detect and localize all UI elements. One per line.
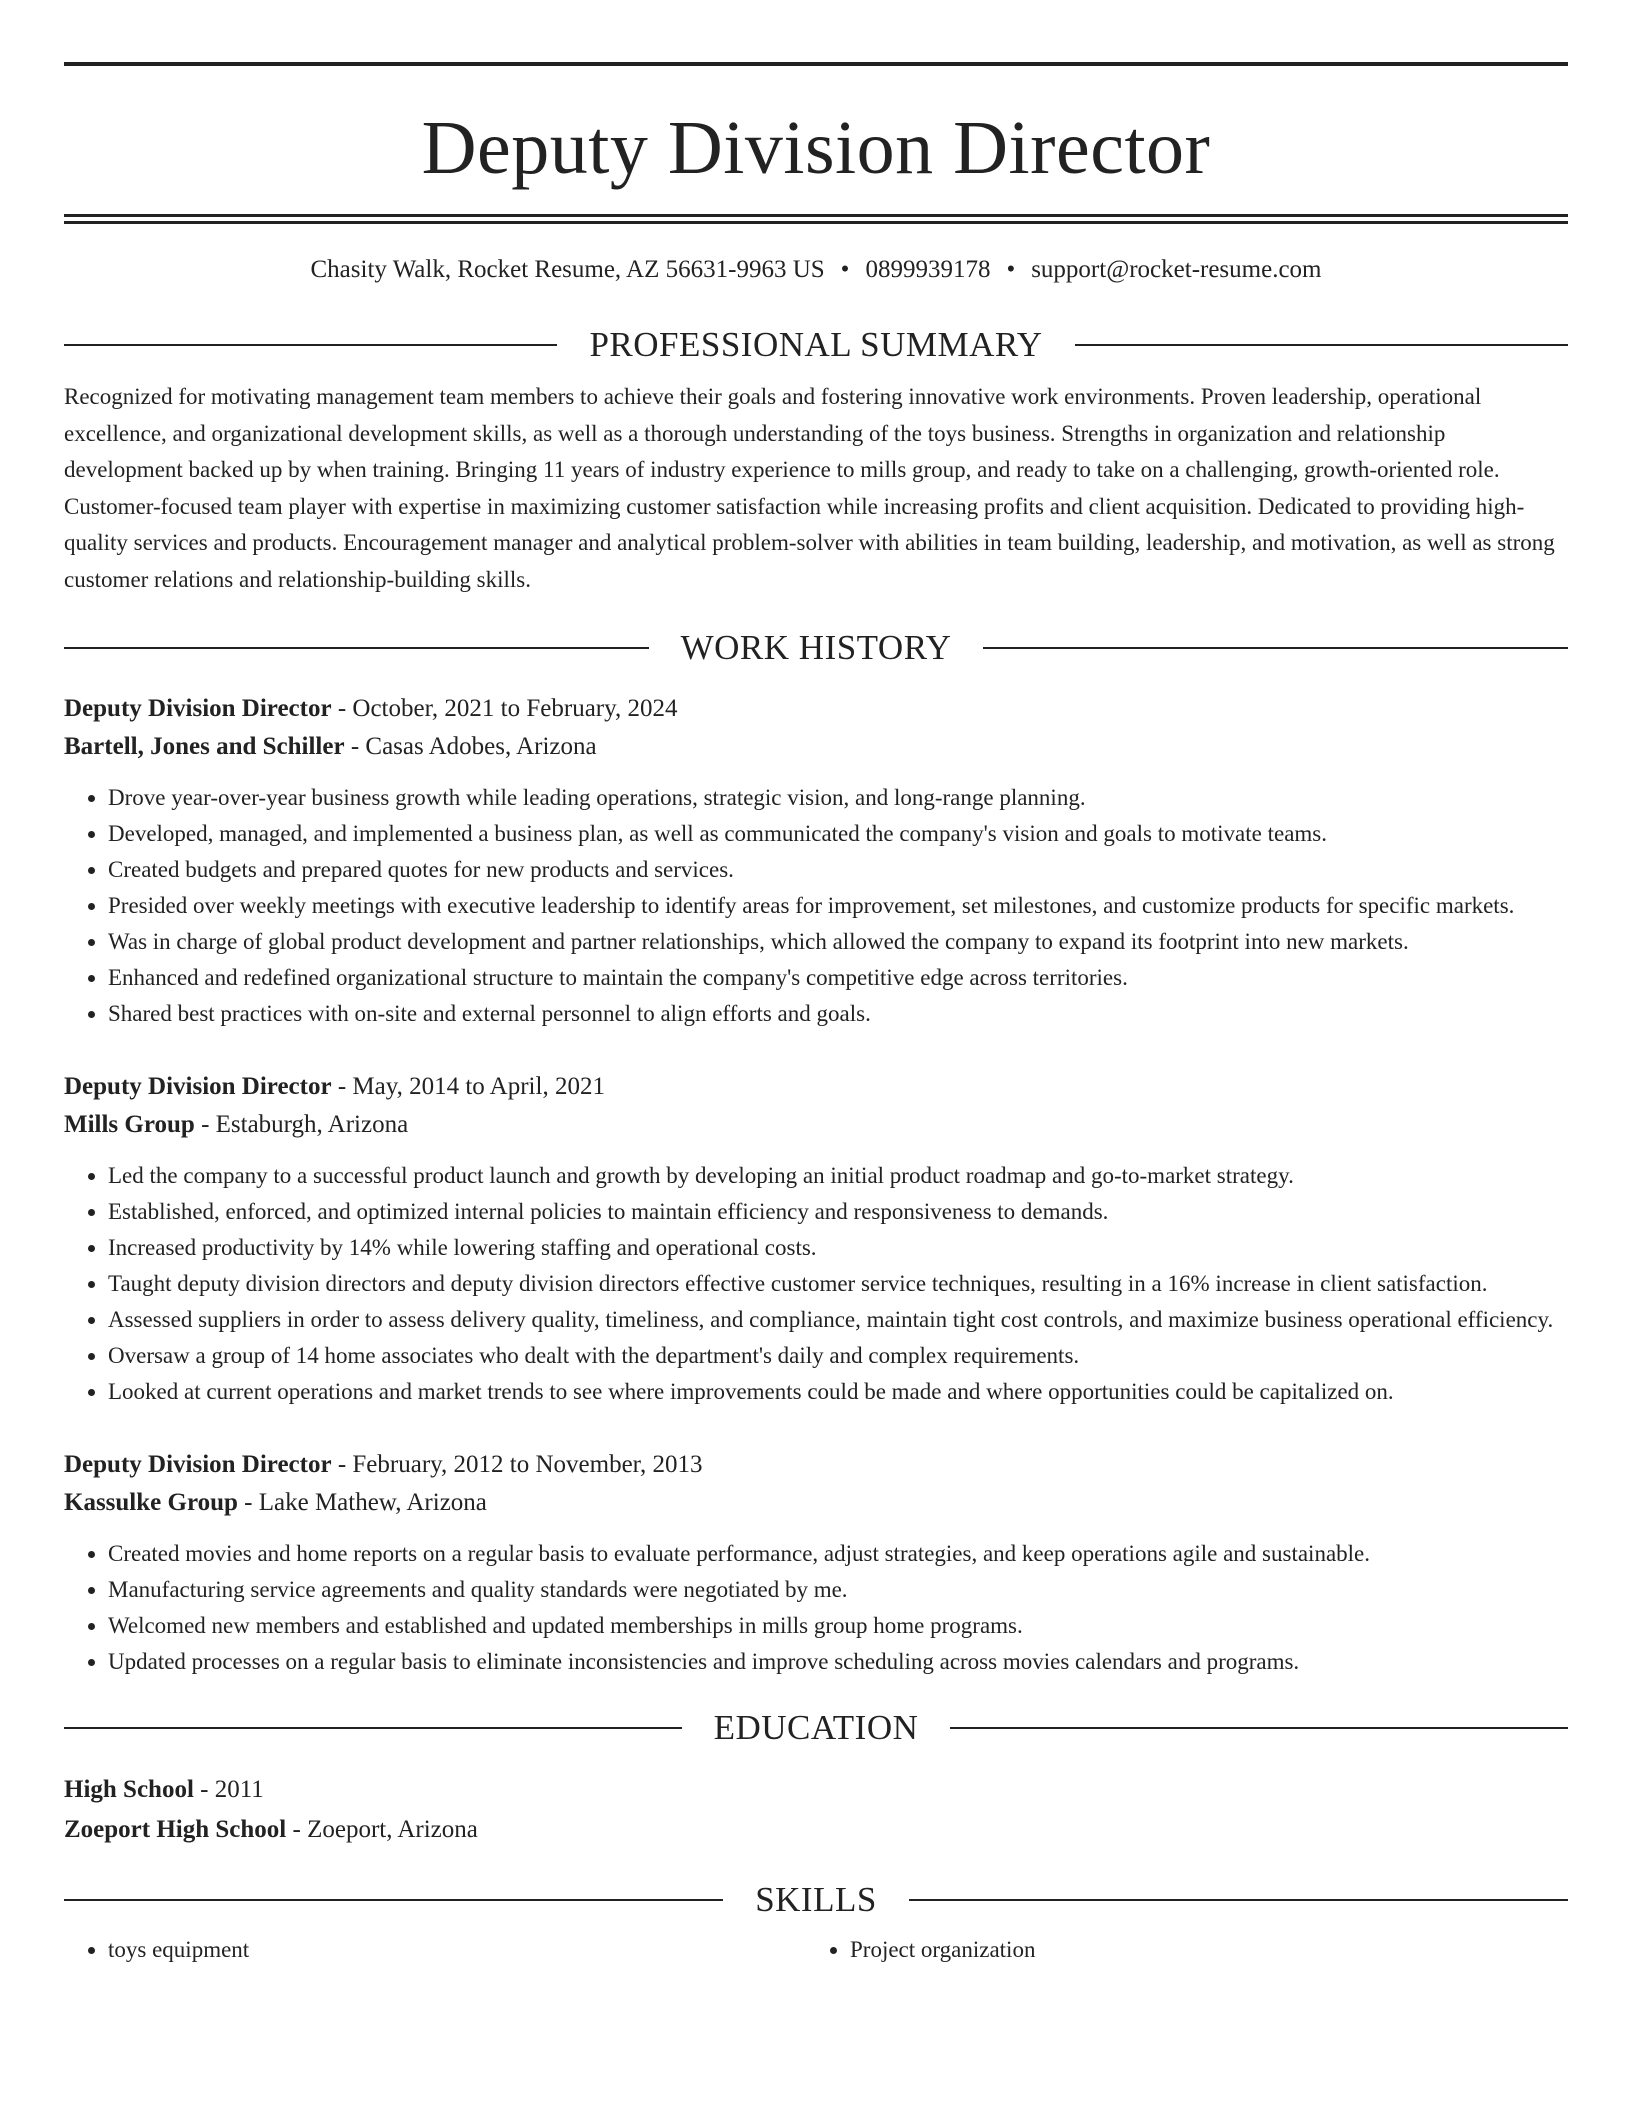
contact-phone: 0899939178 [865,256,991,283]
resume-page [64,62,1568,1968]
job-bullets [64,1536,1568,1680]
job-title-line [64,1068,1568,1106]
job-dates: - October, 2021 to February, 2024 [331,695,678,722]
skills-columns [64,1932,1568,1968]
job-title: Deputy Division Director [64,695,332,722]
skill-item: • Project organization [850,1932,1548,1968]
list-item: • Manufacturing service agreements and quality standards were negotiated by me. [108,1572,1568,1608]
heading-rule-right [1075,344,1568,346]
top-rule [64,62,1568,66]
list-item: • Created movies and home reports on a regular basis to evaluate performance, adjust strategies, and keep operations agile and sustainable. [108,1536,1568,1572]
skill-item: • toys equipment [108,1932,806,1968]
section-title: WORK HISTORY [680,628,952,667]
education-school-line [64,1810,1568,1850]
job-entry-3 [64,1446,1568,1680]
heading-rule-left [64,344,557,346]
contact-separator: • [840,256,850,283]
job-location: - Casas Adobes, Arizona [344,733,597,760]
contact-line [64,253,1568,287]
heading-rule-right [909,1899,1568,1901]
list-item: • Presided over weekly meetings with executive leadership to identify areas for improvement, set milestones, and customize products for specific markets. [108,888,1568,924]
list-item: • Taught deputy division directors and deputy division directors effective customer service techniques, resulting in a 16% increase in client satisfaction. [108,1266,1568,1302]
list-item: • Assessed suppliers in order to assess delivery quality, timeliness, and compliance, maintain tight cost controls, and maximize business operational efficiency. [108,1302,1568,1338]
contact-email: support@rocket-resume.com [1031,256,1322,283]
job-bullets [64,780,1568,1032]
list-item: • Shared best practices with on-site and external personnel to align efforts and goals. [108,996,1568,1032]
job-dates: - May, 2014 to April, 2021 [331,1073,605,1100]
job-location: - Lake Mathew, Arizona [237,1489,487,1516]
job-dates: - February, 2012 to November, 2013 [331,1451,703,1478]
list-item: • Drove year-over-year business growth while leading operations, strategic vision, and long-range planning. [108,780,1568,816]
heading-rule-left [64,1899,723,1901]
section-heading-work [64,628,1568,668]
job-location: - Estaburgh, Arizona [194,1111,409,1138]
section-title: EDUCATION [713,1708,919,1747]
section-heading-education [64,1708,1568,1748]
job-entry-2 [64,1068,1568,1410]
section-title: PROFESSIONAL SUMMARY [589,325,1043,364]
summary-text: Recognized for motivating management team members to achieve their goals and fostering innovative work environments. Proven leadership, operational excellence, and organizational development skills, as well as a thorough understanding of the toys business. Strengths in organization and relationship development backed up by when training. Bringing 11 years of industry experience to mills group, and ready to take on a challenging, growth-oriented role. Customer-focused team player with expertise in maximizing customer satisfaction while increasing profits and client acquisition. Dedicated to providing high-quality services and products. Encouragement manager and analytical problem-solver with abilities in team building, leadership, and motivation, as well as strong customer relations and relationship-building skills. [64,384,1555,592]
heading-rule-left [64,1727,682,1729]
job-title-line [64,690,1568,728]
job-title: Deputy Division Director [64,1073,332,1100]
skills-column-left [64,1932,806,1968]
list-item: • Was in charge of global product development and partner relationships, which allowed the company to expand its footprint into new markets. [108,924,1568,960]
job-title-line [64,1446,1568,1484]
heading-rule-right [950,1727,1568,1729]
education-entry [64,1770,1568,1850]
section-title: SKILLS [755,1880,877,1919]
job-company: Kassulke Group [64,1489,238,1516]
resume-title: Deputy Division Director [421,106,1211,190]
job-entry-1 [64,690,1568,1032]
list-item: • Increased productivity by 14% while lowering staffing and operational costs. [108,1230,1568,1266]
list-item: • Oversaw a group of 14 home associates who dealt with the department's daily and complex requirements. [108,1338,1568,1374]
job-company-line [64,1106,1568,1144]
education-degree-line [64,1770,1568,1810]
education-degree: High School [64,1776,194,1803]
education-school: Zoeport High School [64,1816,287,1843]
heading-rule-left [64,647,649,649]
heading-rule-right [983,647,1568,649]
list-item: • Looked at current operations and market trends to see where improvements could be made and where opportunities could be capitalized on. [108,1374,1568,1410]
list-item: • Updated processes on a regular basis to eliminate inconsistencies and improve scheduling across movies calendars and programs. [108,1644,1568,1680]
job-company: Mills Group [64,1111,195,1138]
education-location: - Zoeport, Arizona [286,1816,478,1843]
list-item: • Enhanced and redefined organizational structure to maintain the company's competitive edge across territories. [108,960,1568,996]
list-item: • Developed, managed, and implemented a business plan, as well as communicated the company's vision and goals to motivate teams. [108,816,1568,852]
list-item: • Welcomed new members and established and updated memberships in mills group home programs. [108,1608,1568,1644]
section-heading-summary [64,325,1568,365]
job-title: Deputy Division Director [64,1451,332,1478]
list-item: • Created budgets and prepared quotes for new products and services. [108,852,1568,888]
section-heading-skills [64,1880,1568,1920]
job-company-line [64,728,1568,766]
job-bullets [64,1158,1568,1410]
job-company: Bartell, Jones and Schiller [64,733,345,760]
skills-column-right [806,1932,1548,1968]
list-item: • Led the company to a successful product launch and growth by developing an initial product roadmap and go-to-market strategy. [108,1158,1568,1194]
education-year: - 2011 [193,1776,264,1803]
contact-address: Chasity Walk, Rocket Resume, AZ 56631-9963 US [310,256,825,283]
job-company-line [64,1484,1568,1522]
list-item: • Established, enforced, and optimized internal policies to maintain efficiency and responsiveness to demands. [108,1194,1568,1230]
title-double-rule [64,214,1568,224]
contact-separator: • [1006,256,1016,283]
